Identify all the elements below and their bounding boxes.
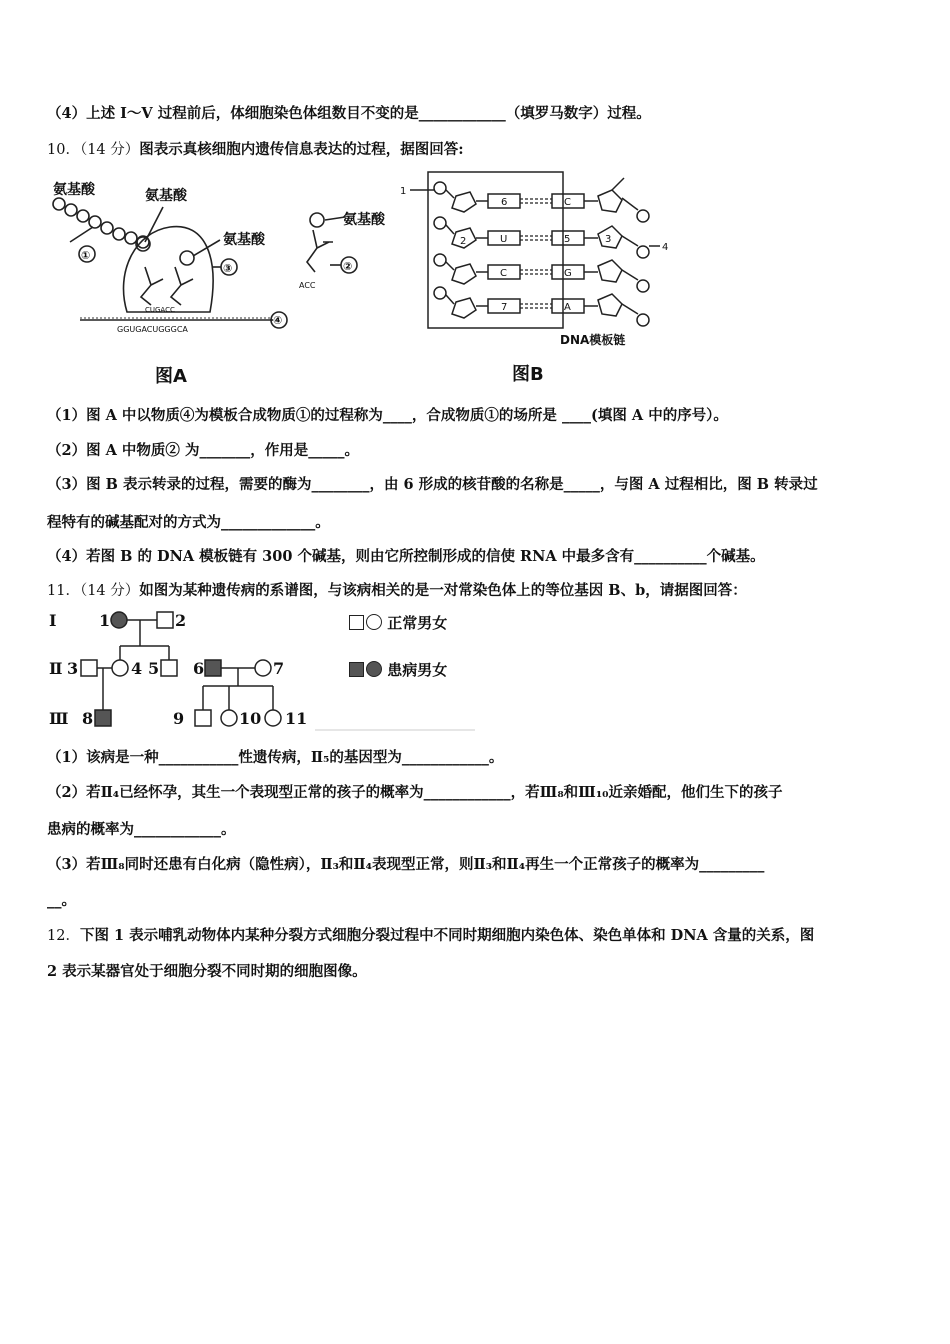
q12-intro-a-text: 下图 1 表示哺乳动物体内某种分裂方式细胞分裂过程中不同时期细胞内染色体、染色单体和 DNA 含量的关系，图 <box>79 927 815 944</box>
pedigree-id-7: 7 <box>273 659 285 678</box>
fig-b-left-base-1: 6 <box>501 197 508 208</box>
fig-b-left-base-2: U <box>500 234 508 245</box>
fig-a-mrna-seq: GGUGACUGGGCA <box>117 325 188 334</box>
pedigree-node-11 <box>265 710 281 726</box>
fig-a-num-4: ④ <box>273 314 283 327</box>
q11-part3b: __。 <box>47 892 76 909</box>
q11-header <box>47 579 747 600</box>
q11-part2a: （2）若Ⅱ₄已经怀孕，其生一个表现型正常的孩子的概率为____________，若Ⅲ₈和Ⅲ₁₀近亲婚配，他们生下的孩子 <box>47 784 783 801</box>
pedigree-id-11: 11 <box>285 709 308 728</box>
pedigree-node-7 <box>255 660 271 676</box>
q11-part1: （1）该病是一种___________性遗传病，Ⅱ₅的基因型为____________。 <box>47 749 504 766</box>
q11-score: （14 分） <box>79 583 140 599</box>
pedigree-id-4: 4 <box>131 659 143 678</box>
pedigree-id-1: 1 <box>99 611 111 630</box>
legend-affected-male-icon <box>349 662 364 677</box>
fig-b-strand-label: DNA模板链 <box>560 333 626 347</box>
legend-affected-female-icon <box>366 661 382 677</box>
fig-a-num-3: ③ <box>223 262 233 275</box>
figure-a <box>45 172 395 392</box>
fig-b-left-base-4: 7 <box>501 302 508 313</box>
q12-number: 12． <box>47 928 80 944</box>
q10-header <box>47 138 464 159</box>
q10-part4: （4）若图 B 的 DNA 模板链有 300 个碱基，则由它所控制形成的信使 RNA 中最多含有__________个碱基。 <box>47 548 765 565</box>
legend-normal <box>349 612 447 633</box>
pedigree-node-10 <box>221 710 237 726</box>
q11-part3a: （3）若Ⅲ₈同时还患有白化病（隐性病），Ⅱ₃和Ⅱ₄表现型正常，则Ⅱ₃和Ⅱ₄再生一个正常孩子的概率为_________ <box>47 856 765 873</box>
pedigree-gen-3: Ⅲ <box>49 709 69 728</box>
fig-b-right-base-1: C <box>564 197 571 208</box>
pedigree-id-3: 3 <box>67 659 79 678</box>
q10-part3b: 程特有的碱基配对的方式为_____________。 <box>47 514 330 531</box>
q11-part2b: 患病的概率为____________。 <box>47 821 236 838</box>
pedigree-node-5 <box>161 660 177 676</box>
fig-b-num-1: 1 <box>400 186 407 197</box>
q12-intro-a <box>47 924 814 945</box>
pedigree-id-10: 10 <box>239 709 262 728</box>
fig-a-num-2: ② <box>343 260 353 273</box>
pedigree-id-9: 9 <box>173 709 185 728</box>
fig-a-acc: ACC <box>299 281 316 290</box>
fig-a-label-aa2: 氨基酸 <box>145 188 187 204</box>
legend-normal-label: 正常男女 <box>387 614 448 632</box>
fig-a-label-aa3: 氨基酸 <box>223 232 265 248</box>
q10-intro: 图表示真核细胞内遗传信息表达的过程，据图回答: <box>139 141 464 158</box>
q12-intro-b: 2 表示某器官处于细胞分裂不同时期的细胞图像。 <box>47 963 367 980</box>
pedigree-node-4 <box>112 660 128 676</box>
pedigree-node-3 <box>81 660 97 676</box>
legend-affected-label: 患病男女 <box>387 661 448 679</box>
pedigree-gen-2: Ⅱ <box>49 659 63 678</box>
fig-a-caption: 图A <box>155 366 187 387</box>
fig-b-num-4: 4 <box>662 242 669 253</box>
pedigree-id-6: 6 <box>193 659 205 678</box>
q10-part2: （2）图 A 中物质② 为_______，作用是_____。 <box>47 442 359 459</box>
q11-intro: 如图为某种遗传病的系谱图，与该病相关的是一对常染色体上的等位基因 B、b，请据图回答： <box>139 582 747 599</box>
fig-a-label-aa4: 氨基酸 <box>343 212 385 228</box>
pedigree-node-9 <box>195 710 211 726</box>
pedigree-node-1 <box>111 612 127 628</box>
pedigree-id-8: 8 <box>82 709 94 728</box>
legend-affected <box>349 659 447 680</box>
q9-part4: （4）上述 I～V 过程前后，体细胞染色体组数目不变的是____________（填罗马数字）过程。 <box>47 105 651 122</box>
fig-a-label-aa1: 氨基酸 <box>53 182 95 198</box>
fig-b-caption: 图B <box>512 364 544 385</box>
legend-normal-male-icon <box>349 615 364 630</box>
fig-a-anticodon: CUGACC <box>145 306 175 314</box>
figure-b <box>398 168 673 392</box>
q10-number: 10． <box>47 142 80 158</box>
fig-b-num-2: 2 <box>460 236 467 247</box>
pedigree-node-2 <box>157 612 173 628</box>
pedigree-gen-1: Ⅰ <box>49 611 57 630</box>
fig-b-right-base-4: A <box>564 302 571 313</box>
pedigree-node-6 <box>205 660 221 676</box>
fig-b-left-base-3: C <box>500 268 507 279</box>
fig-b-right-base-3: G <box>564 268 572 279</box>
q10-score: （14 分） <box>79 142 140 158</box>
q11-number: 11． <box>47 583 80 599</box>
pedigree-node-8 <box>95 710 111 726</box>
fig-b-num-3: 3 <box>605 234 612 245</box>
q10-part3a: （3）图 B 表示转录的过程，需要的酶为________，由 6 形成的核苷酸的名称是_____，与图 A 过程相比，图 B 转录过 <box>47 476 818 493</box>
fig-b-right-base-2: 5 <box>564 234 571 245</box>
q10-part1: （1）图 A 中以物质④为模板合成物质①的过程称为____，合成物质①的场所是 ____(填图 A 中的序号）。 <box>47 407 728 424</box>
pedigree-id-5: 5 <box>148 659 160 678</box>
legend-normal-female-icon <box>366 614 382 630</box>
fig-a-num-1: ① <box>81 249 91 262</box>
pedigree-id-2: 2 <box>175 611 187 630</box>
